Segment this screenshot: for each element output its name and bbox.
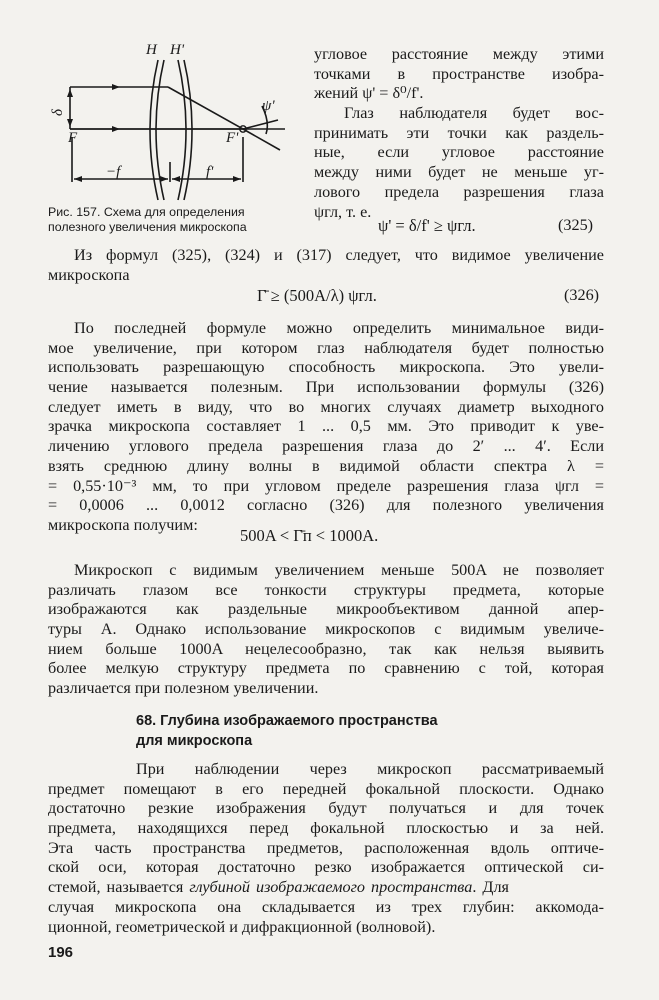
text-line: ской оси, которая достаточно резко изображается оптической си- [48, 858, 604, 877]
caption-line: полезного увеличения микроскопа [48, 220, 247, 234]
text-line: туры A. Однако использование микроскопов с видимым увеличе- [48, 620, 604, 639]
text-line: = 0,0006 ... 0,0012 согласно (326) для полезного увеличения [48, 496, 604, 515]
text-line: различается при полезном увеличении. [48, 679, 319, 698]
text-line: микроскопа [48, 265, 130, 284]
text-line: Из формул (325), (324) и (317) следует, что видимое увеличение [74, 246, 604, 264]
term-italic: глубиной изображаемого пространства [189, 878, 473, 897]
text-line: лового предела разрешения глаза [314, 182, 604, 201]
text-line: личению углового предела разрешения глаза до 2′ ... 4′. Если [48, 437, 604, 456]
label-minus-f: −f [106, 164, 121, 180]
text-line: предмет помещают в его передней фокальной плоскости. Однако [48, 779, 604, 798]
page-number: 196 [48, 944, 74, 961]
text-line: между ними будет не меньше уг- [314, 163, 604, 182]
section-title-line: 68. Глубина изображаемого пространства [136, 713, 438, 729]
equation-326: Γ̄ ≥ (500A/λ) ψгл. [257, 286, 377, 305]
text-line: мое увеличение, при котором глаз наблюдателя будет полностью [48, 338, 604, 357]
text-line: ционной, геометрической и дифракционной (волновой). [48, 917, 436, 936]
text-line: микроскопа получим: [48, 515, 198, 534]
text-line: предмета, находящихся перед фокальной плоскостью и за ней. [48, 819, 604, 838]
right-column [314, 45, 604, 222]
text-line: = 0,55·10⁻³ мм, то при угловом пределе разрешения глаза ψгл = [48, 476, 604, 495]
equation-number-326: (326) [564, 286, 600, 304]
label-psi-prime: ψ' [262, 98, 275, 114]
text-line-mixed [48, 878, 604, 898]
text-run: . Для [472, 878, 509, 897]
text-line: следует иметь в виду, что во многих случаях диаметр выходного [48, 397, 604, 416]
text-line: более мелкую структуру предмета по сравнению с той, которая [48, 659, 604, 678]
label-h: H [146, 42, 157, 58]
label-f: F [68, 130, 78, 146]
equation-325: ψ' = δ/f' ≥ ψгл. [378, 216, 476, 235]
text-line: взять среднюю длину волны в видимой области спектра λ = [48, 456, 604, 475]
text-line: изображаются как раздельные микрообъективом данной апер- [48, 600, 604, 619]
text-line: Эта часть пространства предметов, расположенная вдоль оптиче- [48, 838, 604, 857]
text-line: Микроскоп с видимым увеличением меньше 500A не позволяет [74, 561, 604, 579]
text-line: случая микроскопа она складывается из трех глубин: аккомода- [48, 897, 604, 916]
paragraph-1 [48, 246, 604, 285]
caption-line: Рис. 157. Схема для определения [48, 205, 245, 219]
paragraph-2 [48, 319, 604, 536]
paragraph-4 [48, 760, 604, 937]
text-line: различать глазом все тонкости структуры предмета, которые [48, 580, 604, 599]
equation-number-325: (325) [558, 216, 594, 234]
text-line: точками в пространстве изобра- [314, 64, 604, 83]
label-h-prime: H' [170, 42, 185, 58]
text-line: достаточно резкие изображения будут получаться и для точек [48, 799, 604, 818]
label-delta: δ [50, 109, 66, 116]
text-line: использовать разрешающую способность микроскопа. Это увели- [48, 358, 604, 377]
text-line: зрачка микроскопа составляет 1 ... 0,5 мм. Это приводит к уве- [48, 417, 604, 436]
paragraph-3 [48, 561, 604, 699]
equation-range: 500A < Γ̄п < 1000A. [240, 526, 379, 545]
text-line: жений ψ' = δ⁰/f'. [314, 84, 424, 103]
figure-caption [48, 204, 296, 234]
text-line: Глаз наблюдателя будет вос- [344, 104, 604, 123]
section-heading [136, 712, 556, 751]
label-f-prime: F' [226, 130, 239, 146]
text-line: принимать эти точки как раздель- [314, 123, 604, 142]
text-line: ψгл, т. е. [314, 202, 372, 221]
text-line: При наблюдении через микроскоп рассматриваемый [136, 760, 604, 778]
optics-diagram [40, 42, 300, 202]
text-line: угловое расстояние между этими [314, 45, 604, 63]
text-line: ные, если угловое расстояние [314, 143, 604, 162]
text-line: нием больше 1000A нецелесообразно, так как нельзя выявить [48, 639, 604, 658]
label-f-prime-dim: f' [206, 164, 214, 180]
text-run: стемой, называется [48, 878, 190, 897]
section-title-line: для микроскопа [136, 732, 253, 749]
text-line: чение называется полезным. При использовании формулы (326) [48, 378, 604, 397]
text-line: По последней формуле можно определить минимальное види- [74, 319, 604, 337]
